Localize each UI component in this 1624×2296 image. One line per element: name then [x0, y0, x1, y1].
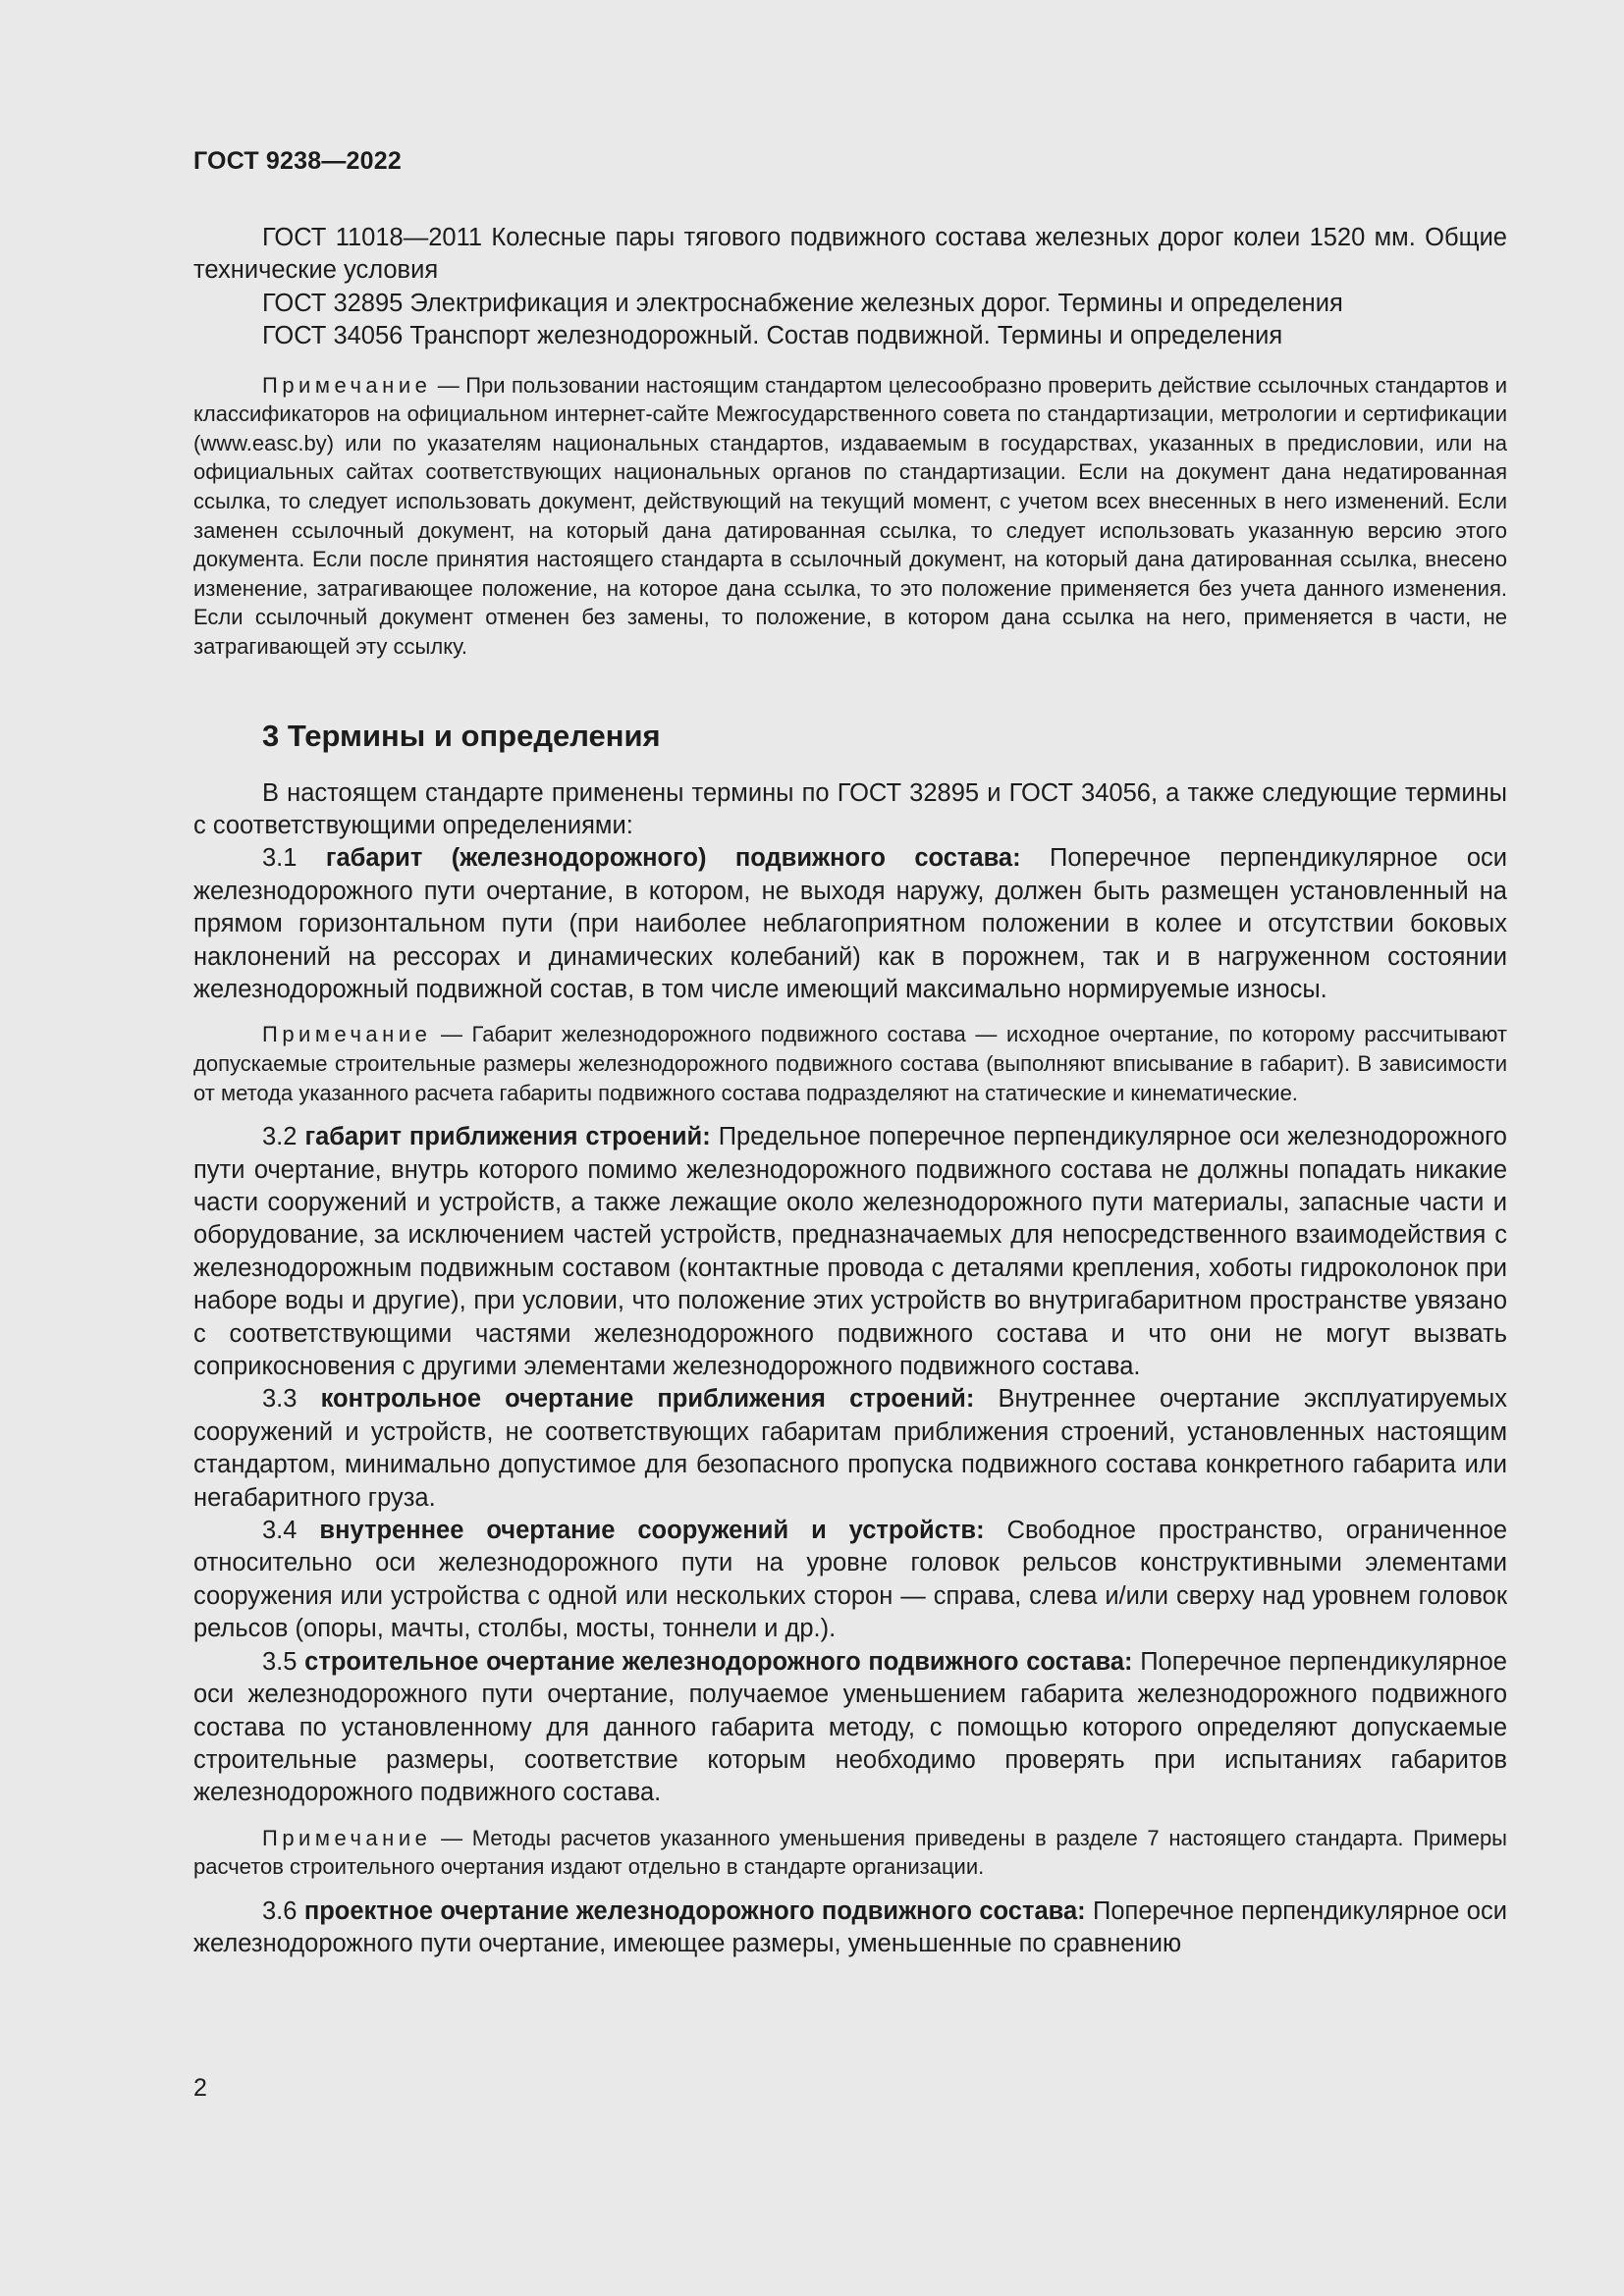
term-number: 3.2 — [262, 1123, 298, 1151]
reference-item: ГОСТ 32895 Электрификация и электроснабжение железных дорог. Термины и определения — [262, 289, 1343, 317]
term-3-1 — [193, 842, 1507, 1006]
page-number: 2 — [193, 2074, 207, 2102]
note-label: Примечание — [262, 372, 432, 398]
section-title: 3 Термины и определения — [262, 718, 661, 753]
term-number: 3.4 — [262, 1517, 298, 1545]
term-number: 3.3 — [262, 1385, 298, 1414]
term-name: внутреннее очертание сооружений и устройств: — [319, 1517, 985, 1545]
document-header: ГОСТ 9238—2022 — [193, 147, 402, 175]
term-name: габарит приближения строений: — [304, 1123, 711, 1151]
term-number: 3.5 — [262, 1647, 298, 1676]
term-name: габарит (железнодорожного) подвижного состава: — [325, 844, 1021, 873]
term-3-4 — [193, 1515, 1507, 1646]
note-text: — Методы расчетов указанного уменьшения приведены в разделе 7 настоящего стандарта. Примеры расчетов строительного очертания издают отдельно в стандарте организации. — [193, 1825, 1507, 1880]
note-label: Примечание — [262, 1022, 432, 1047]
term-definition: Свободное пространство, ограниченное относительно оси железнодорожного пути на уровне головок рельсов конструктивными элементами сооружения или устройства с одной или нескольких сторон — справа, слева и/или сверху над уровнем головок рельсов (опоры, мачты, столбы, мосты, тоннели и др.). — [193, 1517, 1507, 1643]
section-intro: В настоящем стандарте применены термины по ГОСТ 32895 и ГОСТ 34056, а также следующие термины с соответствующими определениями: — [193, 778, 1507, 839]
term-name: контрольное очертание приближения строений: — [320, 1385, 975, 1414]
term-definition: Поперечное перпендикулярное оси железнодорожного пути очертание, имеющее размеры, уменьшенные по сравнению — [193, 1896, 1507, 1958]
note-text: — Габарит железнодорожного подвижного состава — исходное очертание, по которому рассчитывают допускаемые строительные размеры железнодорожного подвижного состава (выполняют вписывание в габарит). В зависимости от метода указанного расчета габариты подвижного состава подразделяют на статические и кинематические. — [193, 1022, 1507, 1105]
term-number: 3.6 — [262, 1896, 298, 1925]
note-term-3-1 — [193, 1020, 1507, 1107]
term-3-5 — [193, 1646, 1507, 1810]
term-3-2 — [193, 1121, 1507, 1383]
note-references — [193, 371, 1507, 662]
references-list — [193, 222, 1507, 353]
term-number: 3.1 — [262, 844, 298, 873]
term-3-6 — [193, 1896, 1507, 1961]
reference-item: ГОСТ 11018—2011 Колесные пары тягового подвижного состава железных дорог колеи 1520 мм. Общие технические условия — [193, 224, 1507, 285]
note-label: Примечание — [262, 1825, 432, 1850]
term-name: проектное очертание железнодорожного подвижного состава: — [303, 1896, 1086, 1925]
reference-item: ГОСТ 34056 Транспорт железнодорожный. Состав подвижной. Термины и определения — [262, 322, 1283, 350]
term-3-3 — [193, 1383, 1507, 1515]
term-name: строительное очертание железнодорожного подвижного состава: — [304, 1647, 1133, 1676]
note-text: — При пользовании настоящим стандартом целесообразно проверить действие ссылочных стандартов и классификаторов на официальном интернет-сайте Межгосударственного совета по стандартизации, метрологии и сертификации (www.easc.by) или по указателям национальных стандартов, издаваемым в государствах, указанных в предисловии, или на официальных сайтах соответствующих национальных органов по стандартизации. Если на документ дана недатированная ссылка, то следует использовать документ, действующий на текущий момент, с учетом всех внесенных в него изменений. Если заменен ссылочный документ, на который дана датированная ссылка, то следует использовать указанную версию этого документа. Если после принятия настоящего стандарта в ссылочный документ, на который дана датированная ссылка, внесено изменение, затрагивающее положение, на которое дана ссылка, то это положение применяется без учета данного изменения. Если ссылочный документ отменен без замены, то положение, в котором дана ссылка на него, применяется в части, не затрагивающей эту ссылку. — [193, 372, 1507, 659]
term-definition: Внутреннее очертание эксплуатируемых сооружений и устройств, не соответствующих габаритам приближения строений, установленных настоящим стандартом, минимально допустимое для безопасного пропуска подвижного состава конкретного габарита или негабаритного груза. — [193, 1385, 1507, 1512]
note-term-3-5 — [193, 1824, 1507, 1882]
term-definition: Поперечное перпендикулярное оси железнодорожного пути очертание, получаемое уменьшением габарита железнодорожного подвижного состава по установленному для данного габарита методу, с помощью которого определяют допускаемые строительные размеры, соответствие которым необходимо проверять при испытаниях габаритов железнодорожного подвижного состава. — [193, 1647, 1507, 1807]
term-definition: Предельное поперечное перпендикулярное оси железнодорожного пути очертание, внутрь которого помимо железнодорожного подвижного состава не должны попадать никакие части сооружений и устройств, а также лежащие около железнодорожного пути материалы, запасные части и оборудование, за исключением частей устройств, предназначаемых для непосредственного взаимодействия с железнодорожным подвижным составом (контактные провода с деталями крепления, хоботы гидроколонок при наборе воды и другие), при условии, что положение этих устройств во внутригабаритном пространстве увязано с соответствующими частями железнодорожного подвижного состава и что они не могут вызвать соприкосновения с другими элементами железнодорожного подвижного состава. — [193, 1123, 1507, 1381]
term-definition: Поперечное перпендикулярное оси железнодорожного пути очертание, в котором, не выходя наружу, должен быть размещен установленный на прямом горизонтальном пути (при наиболее неблагоприятном положении в колее и отсутствии боковых наклонений на рессорах и динамических колебаний) как в порожнем, так и в нагруженном состоянии железнодорожный подвижной состав, в том числе имеющий максимально нормируемые износы. — [193, 844, 1507, 1003]
page-content — [193, 222, 1507, 1961]
